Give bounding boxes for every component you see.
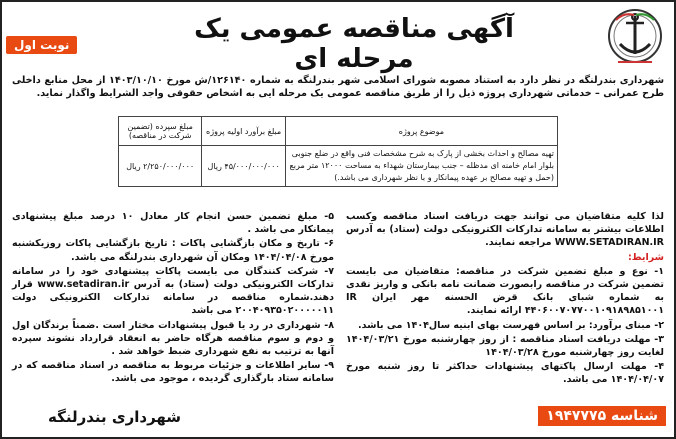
- round-badge: نوبت اول: [6, 36, 77, 54]
- intro-text: شهرداری بندرلنگه در نظر دارد به استناد مصوبه شورای اسلامی شهر بندرلنگه به شماره ۱۲۶۱۴۰/ش مورخ ۱۴۰۳/۱۰/۱۰ از محل منابع داخلی طرح عمرانی – خدماتی شهرداری پروژه ذیل را از طریق مناقصه عمومی یک مرحله ایی به اشخاص حقوقی واجد الشرایط واگذار نماید.: [12, 75, 665, 99]
- instructions-text: لذا کلیه متقاضیان می توانند جهت دریافت اسناد مناقصه وکسب اطلاعات بیشتر به سامانه تدارکات الکترونیکی دولت (ستاد) به آدرس: [346, 211, 664, 236]
- instructions-paragraph: [346, 210, 664, 250]
- condition-3-end: لغایت روز چهارشنبه مورخ ۱۴۰۴/۰۳/۲۸: [485, 347, 664, 359]
- condition-2: ۲- مبنای برآورد: بر اساس فهرست بهای ابنیه سال۱۴۰۴ می باشد.: [358, 319, 664, 331]
- cell-estimate: ۴۵/۰۰۰/۰۰۰/۰۰۰ ریال: [202, 146, 285, 187]
- condition-9: ۹- سایر اطلاعات و جزئیات مربوط به مناقصه در اسناد مناقصه که در سامانه ستاد بارگذاری گردیده ، موجود می باشد.: [12, 360, 334, 385]
- condition-6: ۶- تاریخ و مکان بازگشایی پاکات : تاریخ بازگشایی پاکات روزیکشنبه مورخ ۱۴۰۴/۰۴/۰۸ ومکان آن شهرداری بندرلنگه می باشد.: [12, 238, 334, 263]
- signature: شهرداری بندرلنگه: [48, 408, 182, 426]
- condition-7-end: قرار دهند.شماره مناقصه در سامانه تدارکات الکترونیکی دولت ۲۰۰۴۰۹۳۵۰۲۰۰۰۰۰۱۱ می باشد: [12, 279, 334, 317]
- instructions-end: مراجعه نمایند.: [485, 237, 552, 249]
- setad-link[interactable]: WWW.SETADIRAN.IR: [554, 237, 664, 249]
- condition-3: [346, 333, 664, 359]
- condition-7: [12, 265, 334, 318]
- condition-3-start: ۳- مهلت دریافت اسناد مناقصه : از روز چهارشنبه مورخ ۱۴۰۴/۰۳/۲۱: [346, 333, 664, 345]
- anchor-emblem-icon: [604, 6, 666, 72]
- cell-subject: تهیه مصالح و احداث بخشی از پارک به شرح مشخصات فنی واقع در ضلع جنوبی بلوار امام خامنه ای مدظله – جنب بیمارستان شهداء به مساحت ۱۲۰۰۰ متر مربع (حمل و تهیه مصالح بر عهده پیمانکار و با نظر شهرداری می باشد.): [285, 146, 557, 187]
- condition-5: ۵- مبلغ تضمین حسن انجام کار معادل ۱۰ درصد مبلغ پیشنهادی پیمانکار می باشد .: [12, 211, 334, 236]
- condition-1: ۱- نوع و مبلغ تضمین شرکت در مناقصه: متقاضیان می بایست تضمین شرکت در مناقصه رابصورت ضمانت نامه بانکی و واریز نقدی به شماره شبای بانک قرض الحسنه مهر ایران IR ۴۴۰۶۰۰۷۰۷۷۰۰۱۰۹۱۸۹۸۵۱۰۰۱ ارائه نمایند.: [346, 265, 664, 317]
- table-row: [119, 146, 558, 187]
- cell-deposit: ۲/۲۵۰/۰۰۰/۰۰۰ ریال: [119, 146, 202, 187]
- header-deposit: مبلغ سپرده (تضمین شرکت در مناقصه): [119, 117, 202, 146]
- page-title: آگهی مناقصه عمومی یک مرحله ای: [194, 14, 514, 74]
- condition-4: ۴- مهلت ارسال پاکتهای پیشنهادات حداکثر تا روز شنبه مورخ ۱۴۰۴/۰۴/۰۷ می باشد.: [346, 361, 664, 386]
- municipality-logo: [604, 6, 666, 72]
- condition-8: ۸- شهرداری در رد یا قبول پیشنهادات مختار است .ضمناً برندگان اول و دوم و سوم مناقصه هرگاه حاضر به انعقاد قرارداد نشوند سپرده آنها به ترتیب به نفع شهرداری ضبط خواهد شد .: [12, 319, 334, 358]
- serial-badge: شناسه ۱۹۴۷۷۷۵: [538, 406, 666, 426]
- header-subject: موضوع پروژه: [285, 117, 557, 146]
- condition-7-start: ۷- شرکت کنندگان می بایست پاکات پیشنهادی خود را در سامانه تدارکات الکترونیکی دولت (ستاد) به آدرس: [12, 265, 334, 291]
- table-header-row: [119, 117, 558, 146]
- project-table: [118, 116, 558, 187]
- conditions-label: شرایط:: [627, 251, 664, 263]
- setad-link-lower[interactable]: www.setadiran.ir: [37, 279, 130, 291]
- header-estimate: مبلغ برآورد اولیه پروژه: [202, 117, 285, 146]
- left-column: [12, 210, 334, 387]
- right-column: [346, 210, 664, 388]
